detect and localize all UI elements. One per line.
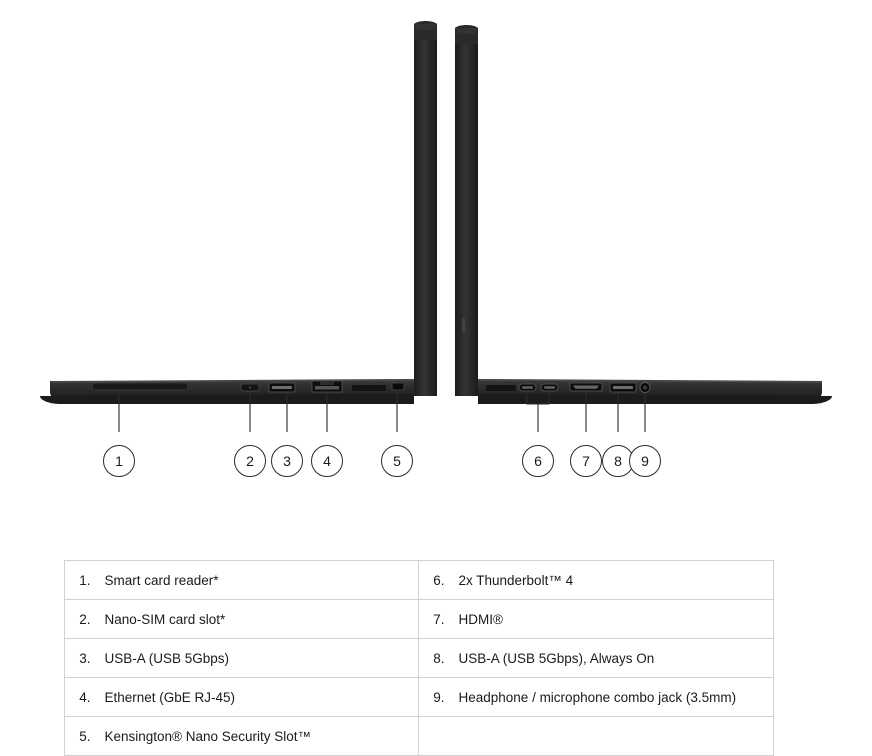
legend-number: 3. <box>65 639 95 678</box>
legend-label: Nano-SIM card slot* <box>95 600 419 639</box>
legend-number: 6. <box>419 561 449 600</box>
legend-number: 5. <box>65 717 95 756</box>
callout-6: 6 <box>522 445 554 477</box>
table-row <box>65 561 774 600</box>
callout-8: 8 <box>602 445 634 477</box>
callout-7: 7 <box>570 445 602 477</box>
table-row <box>65 600 774 639</box>
legend-label: USB-A (USB 5Gbps), Always On <box>449 639 774 678</box>
port-legend-table <box>64 560 774 756</box>
legend-label: Smart card reader* <box>95 561 419 600</box>
legend-number: 2. <box>65 600 95 639</box>
legend-label: Headphone / microphone combo jack (3.5mm) <box>449 678 774 717</box>
callout-4: 4 <box>311 445 343 477</box>
legend-number: 1. <box>65 561 95 600</box>
legend-number: 4. <box>65 678 95 717</box>
legend-number-empty <box>419 717 449 756</box>
callout-1: 1 <box>103 445 135 477</box>
legend-label-empty <box>449 717 774 756</box>
legend-label: Kensington® Nano Security Slot™ <box>95 717 419 756</box>
legend-number: 7. <box>419 600 449 639</box>
table-row <box>65 717 774 756</box>
legend-label: Ethernet (GbE RJ-45) <box>95 678 419 717</box>
legend-label: HDMI® <box>449 600 774 639</box>
legend-number: 9. <box>419 678 449 717</box>
legend-number: 8. <box>419 639 449 678</box>
table-row <box>65 639 774 678</box>
left-side-view <box>40 21 437 432</box>
right-side-view <box>455 25 832 432</box>
callout-3: 3 <box>271 445 303 477</box>
callout-5: 5 <box>381 445 413 477</box>
callout-9: 9 <box>629 445 661 477</box>
legend-label: 2x Thunderbolt™ 4 <box>449 561 774 600</box>
callout-2: 2 <box>234 445 266 477</box>
table-row <box>65 678 774 717</box>
legend-label: USB-A (USB 5Gbps) <box>95 639 419 678</box>
